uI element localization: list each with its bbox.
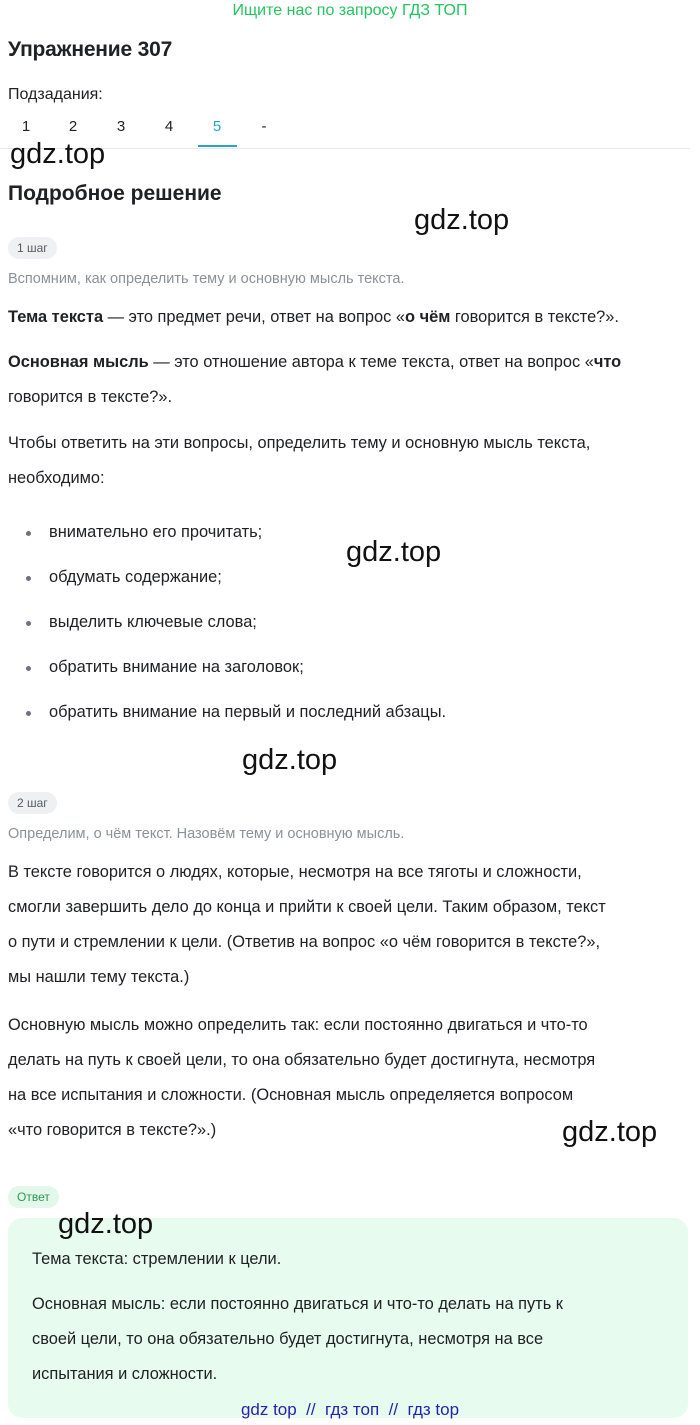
watermark: gdz.top — [562, 1116, 658, 1148]
paragraph-line: смогли завершить дело до конца и прийти к своей цели. Таким образом, текст — [8, 898, 606, 916]
paragraph-line: Основную мысль можно определить так: если постоянно двигаться и что-то — [8, 1016, 588, 1034]
watermark: gdz.top — [414, 204, 510, 236]
watermark: gdz.top — [346, 536, 442, 568]
answer-topic: Тема текста: стремлении к цели. — [32, 1250, 282, 1268]
emphasis: о чём — [405, 308, 451, 326]
paragraph-line: В тексте говорится о людях, которые, несмотря на все тяготы и сложности, — [8, 863, 582, 881]
paragraph-line: «что говорится в тексте?».) — [8, 1121, 217, 1139]
paragraph-line: своей цели, то она обязательно будет достигнута, несмотря на все — [32, 1330, 544, 1348]
definition-text: говорится в тексте?». — [8, 388, 173, 406]
paragraph-line: мы нашли тему текста.) — [8, 968, 190, 986]
list-item: обдумать содержание; — [49, 568, 222, 586]
answer-badge: Ответ — [8, 1186, 59, 1208]
step-hint: Вспомним, как определить тему и основную мысль текста. — [8, 271, 405, 287]
paragraph-line: Чтобы ответить на эти вопросы, определить тему и основную мысль текста, — [8, 434, 591, 452]
paragraph-line: делать на путь к своей цели, то она обязательно будет достигнута, несмотря — [8, 1051, 596, 1069]
tab-2[interactable]: 2 — [68, 118, 78, 135]
list-item: внимательно его прочитать; — [49, 523, 263, 541]
step-badge: 1 шаг — [8, 237, 57, 259]
definition-text: — это предмет речи, ответ на вопрос « — [103, 308, 406, 326]
bullet-dot — [26, 711, 31, 716]
list-item: обратить внимание на первый и последний абзацы. — [49, 703, 447, 721]
list-item: обратить внимание на заголовок; — [49, 658, 304, 676]
page-title: Упражнение 307 — [8, 38, 173, 61]
active-tab-indicator — [198, 145, 237, 147]
paragraph-line: на все испытания и сложности. (Основная мысль определяется вопросом — [8, 1086, 574, 1104]
definition-topic — [8, 300, 693, 335]
term-main-idea: Основная мысль — [8, 353, 149, 371]
definition-text: — это отношение автора к теме текста, ответ на вопрос « — [148, 353, 594, 371]
section-title: Подробное решение — [8, 182, 222, 205]
paragraph-line: испытания и сложности. — [32, 1365, 218, 1383]
watermark: gdz.top — [58, 1208, 154, 1240]
tab-5[interactable]: 5 — [212, 118, 222, 135]
tab-3[interactable]: 3 — [116, 118, 126, 135]
bullet-dot — [26, 531, 31, 536]
emphasis: что — [593, 353, 622, 371]
definition-main-idea — [8, 345, 693, 415]
term-topic: Тема текста — [8, 308, 104, 326]
footer-links[interactable]: gdz top // гдз топ // гдз top — [240, 1400, 460, 1419]
tab-dash[interactable]: - — [261, 118, 267, 135]
watermark: gdz.top — [10, 138, 106, 170]
definition-text: говорится в тексте?». — [450, 308, 619, 326]
step2-paragraph-topic — [8, 855, 693, 995]
step-badge: 2 шаг — [8, 792, 57, 814]
bullet-dot — [26, 621, 31, 626]
tab-4[interactable]: 4 — [164, 118, 174, 135]
subtasks-label: Подзадания: — [8, 86, 103, 103]
promo-banner[interactable]: Ищите нас по запросу ГДЗ ТОП — [232, 2, 468, 19]
tab-1[interactable]: 1 — [21, 118, 31, 135]
instructions-paragraph — [8, 426, 693, 496]
watermark: gdz.top — [242, 744, 338, 776]
bullet-dot — [26, 576, 31, 581]
list-item: выделить ключевые слова; — [49, 613, 257, 631]
paragraph-line: Основная мысль: если постоянно двигаться и что-то делать на путь к — [32, 1295, 563, 1313]
answer-main-idea — [32, 1287, 682, 1392]
paragraph-line: необходимо: — [8, 469, 105, 487]
paragraph-line: о пути и стремлении к цели. (Ответив на вопрос «о чём говорится в тексте?», — [8, 933, 601, 951]
bullet-dot — [26, 666, 31, 671]
step-hint: Определим, о чём текст. Назовём тему и основную мысль. — [8, 826, 405, 842]
